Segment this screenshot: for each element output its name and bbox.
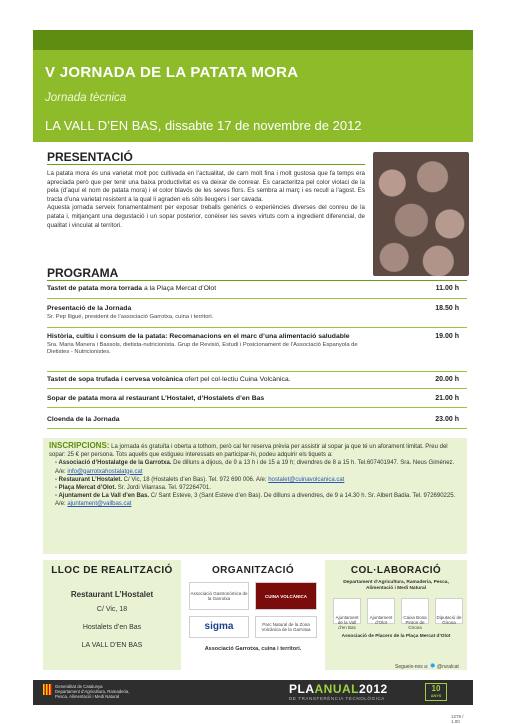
sigma-logo: sigma [189, 616, 249, 638]
organitzacio-box [185, 560, 321, 670]
inscripcions-title: INSCRIPCIONS: [49, 441, 110, 450]
venue-name: Restaurant L’Hostalet [70, 590, 154, 599]
gen-line-1: Generalitat de Catalunya [55, 684, 103, 689]
follow-text: Segueix-nos a: [395, 664, 429, 670]
programa-heading: PROGRAMA [47, 266, 119, 280]
twitter-handle[interactable]: @ruralcat [437, 664, 459, 670]
program-item-time: 19.00 h [435, 333, 459, 340]
program-divider [47, 428, 467, 429]
program-item [47, 376, 467, 383]
program-item [47, 333, 467, 357]
entry-text: C/ Vic, 18 (Hostalets d’en Bas). Tel. 972 690 006. A/e: [122, 476, 269, 483]
presentacio-text [47, 170, 365, 230]
program-item-desc: Sra. Maria Manera i Bassols, dietista-nutricionista. Grup de Revisió, Estudi i Posicionament de l’Associació Espanyola de Dietistes - Nutricionistes. [47, 342, 358, 356]
generalitat-logo [43, 684, 130, 700]
entry-text: C/ Sant Esteve, 3 (Sant Esteve d’en Bas). De dilluns a divendres, de 9 a 14.30 h. Sr. Albert Badia. Tel. 972690225. A/e: [55, 493, 456, 508]
email-link[interactable]: ajuntament@vallbas.cat [67, 501, 132, 508]
inscripcions-box [43, 438, 467, 554]
email-link[interactable]: info@garrotxahostalatge.cat [67, 468, 143, 475]
catalan-flag-icon [43, 684, 52, 695]
program-item-time: 20.00 h [435, 376, 459, 383]
department-text: Departament d’Agricultura, Ramaderia, Pesca, Alimentació i Medi Natural [343, 580, 449, 591]
olot-shield-icon: Ajuntament d’Olot [367, 598, 395, 624]
event-subtitle: Jornada tècnica [45, 92, 127, 104]
section-rule [47, 280, 467, 281]
potatoes-photo [373, 152, 469, 276]
program-item-time: 23.00 h [435, 416, 459, 423]
intro-paragraph-2: Aquesta jornada serveix fonamentalment per exposar treballs genèrics o experiències diverses del conreu de la patata i, mitjançant una degustació i un sopar posterior, conèixer les seves virtuts com a ingredient diferencial, de qualitat i vinculat al territori. [47, 204, 365, 229]
plan-word-a: PLA [289, 682, 315, 696]
twitter-icon[interactable]: ✹ [429, 663, 436, 670]
program-item-label: Tastet de patata mora torrada [47, 285, 143, 292]
section-rule [47, 164, 365, 165]
gastronomic-association-logo: Associació Gastronòmica de la Garrotxa [189, 582, 249, 610]
footer-bar [33, 680, 473, 705]
event-date-line: LA VALL D’EN BAS, dissabte 17 de novembre de 2012 [45, 118, 362, 133]
collaboracio-credit: Associació de Placers de la Plaça Mercat d’Olot [341, 634, 451, 639]
entry-name: - Restaurant L’Hostalet. [55, 476, 123, 483]
program-item-label: Presentació de la Jornada [47, 305, 132, 312]
header-top-bar [33, 30, 473, 50]
inscripcio-entry [49, 484, 461, 492]
program-divider [47, 371, 467, 372]
intro-paragraph-1: La patata mora és una varietat molt poc cultivada en l’actualitat, de carn molt fina i molt gustosa que fa temps era apreciada però que per tenir una baixa productivitat es va deixar de conrear. Es caracteritza pel color violaci de la pela (d’aquí el nom de patata mora) i el color blavós de les seves flors. Es sembra al març i es recull a l’agost. Es tracta d’una varietat resistent a la qual li agraden els sòls lleugers i ser cavada. [47, 170, 365, 203]
organitzacio-heading: ORGANITZACIÓ [211, 565, 295, 576]
document-code: 1278 / 1.00 [451, 714, 464, 724]
presentacio-heading: PRESENTACIÓ [47, 150, 133, 164]
entry-text: De dilluns a dijous, de 9 a 13 h i de 15 a 19 h; divendres de 8 a 15 h. Tel.607401947. Sra. Neus Giménez. A/e: [55, 460, 455, 475]
badge-label: ANYS [430, 694, 442, 698]
gen-line-3: Pesca, Alimentació i Medi Natural [55, 694, 120, 700]
collaboracio-heading: COL·LABORACIÓ [350, 565, 442, 576]
organitzacio-credit: Associació Garrotxa, cuina i territori. [204, 646, 302, 652]
parc-natural-logo: Parc Natural de la Zona Volcànica de la Garrotxa [255, 616, 317, 638]
entry-name: - Ajuntament de La Vall d’en Bas. [55, 493, 150, 500]
program-item [47, 285, 467, 292]
badge-number: 10 [431, 684, 441, 693]
header-banner [33, 30, 473, 142]
email-link[interactable]: hostalet@cuinavolcanica.cat [268, 476, 345, 483]
program-item-label: Cloenda de la Jornada [47, 416, 120, 423]
vall-den-bas-shield-icon: Ajuntament de la Vall d’en Bas [333, 598, 361, 624]
program-item [47, 395, 467, 402]
follow-us [395, 662, 459, 670]
inscripcio-entry [49, 492, 461, 508]
plan-year: 2012 [359, 682, 388, 696]
program-item-desc: Sr. Pep Iligué, president de l’associació Garrotxa, cuina i territori. [47, 314, 214, 320]
inscripcio-entry [49, 476, 461, 484]
venue-town: Hostalets d’en Bas [82, 624, 142, 631]
program-item [47, 305, 467, 321]
document-page [33, 30, 473, 724]
program-item [47, 416, 467, 423]
program-divider [47, 327, 467, 328]
entry-text: Sr. Jordi Vilarrasa. Tel. 972264701. [116, 485, 211, 492]
lloc-box [43, 560, 181, 670]
program-item-time: 11.00 h [435, 285, 459, 292]
cuina-volcanica-logo: CUINA VOLCÀNICA [255, 582, 317, 610]
ten-years-badge [425, 683, 447, 701]
lloc-heading: LLOC DE REALITZACIÓ [51, 565, 173, 576]
program-divider [47, 298, 467, 299]
plan-subtitle: DE TRANSFERÈNCIA TECNOLÒGICA [289, 696, 385, 701]
program-item-label: Tastet de sopa trufada i cervesa volcànica [47, 376, 183, 383]
program-item-extra: a la Plaça Mercat d’Olot [142, 285, 217, 292]
plan-word-b: ANUAL [314, 682, 359, 696]
inscripcions-intro: La jornada és gratuïta i oberta a tothom, però cal fer reserva prèvia per assistir al sopar ja que té un aforament limitat. Preu del sopar: 25 € per persona. Tots aquells que estigueu interessats en participar-hi, podeu adquirir els tiquets a: [49, 444, 448, 459]
venue-municipality: LA VALL D’EN BAS [81, 642, 143, 649]
diputacio-girona-logo: Diputació de Girona [435, 598, 463, 624]
event-title: V JORNADA DE LA PATATA MORA [45, 64, 299, 81]
program-divider [47, 388, 467, 389]
program-item-time: 21.00 h [435, 395, 459, 402]
pla-anual-logo [289, 682, 388, 696]
entry-name: - Plaça Mercat d’Olot. [55, 485, 117, 492]
program-item-label: Sopar de patata mora al restaurant L’Hostalet, d’Hostalets d’en Bas [47, 395, 265, 402]
venue-street: C/ Vic, 18 [96, 606, 128, 613]
program-divider [47, 407, 467, 408]
collaboracio-box [325, 560, 467, 670]
inscripcio-entry [49, 459, 461, 475]
program-item-extra: ofert pel col·lectiu Cuina Volcànica. [182, 376, 291, 383]
program-item-time: 18.50 h [435, 305, 459, 312]
entry-name: - Associació d’Hostalatge de la Garrotxa. [55, 460, 172, 467]
gen-line-2: Departament d’Agricultura, Ramaderia, [55, 689, 130, 695]
program-item-label: Història, cultiu i consum de la patata: Recomanacions en el marc d’una alimentació saludable [47, 333, 350, 340]
caixa-bona-logo: Caixa Bona Pinton de Girona [401, 598, 429, 624]
